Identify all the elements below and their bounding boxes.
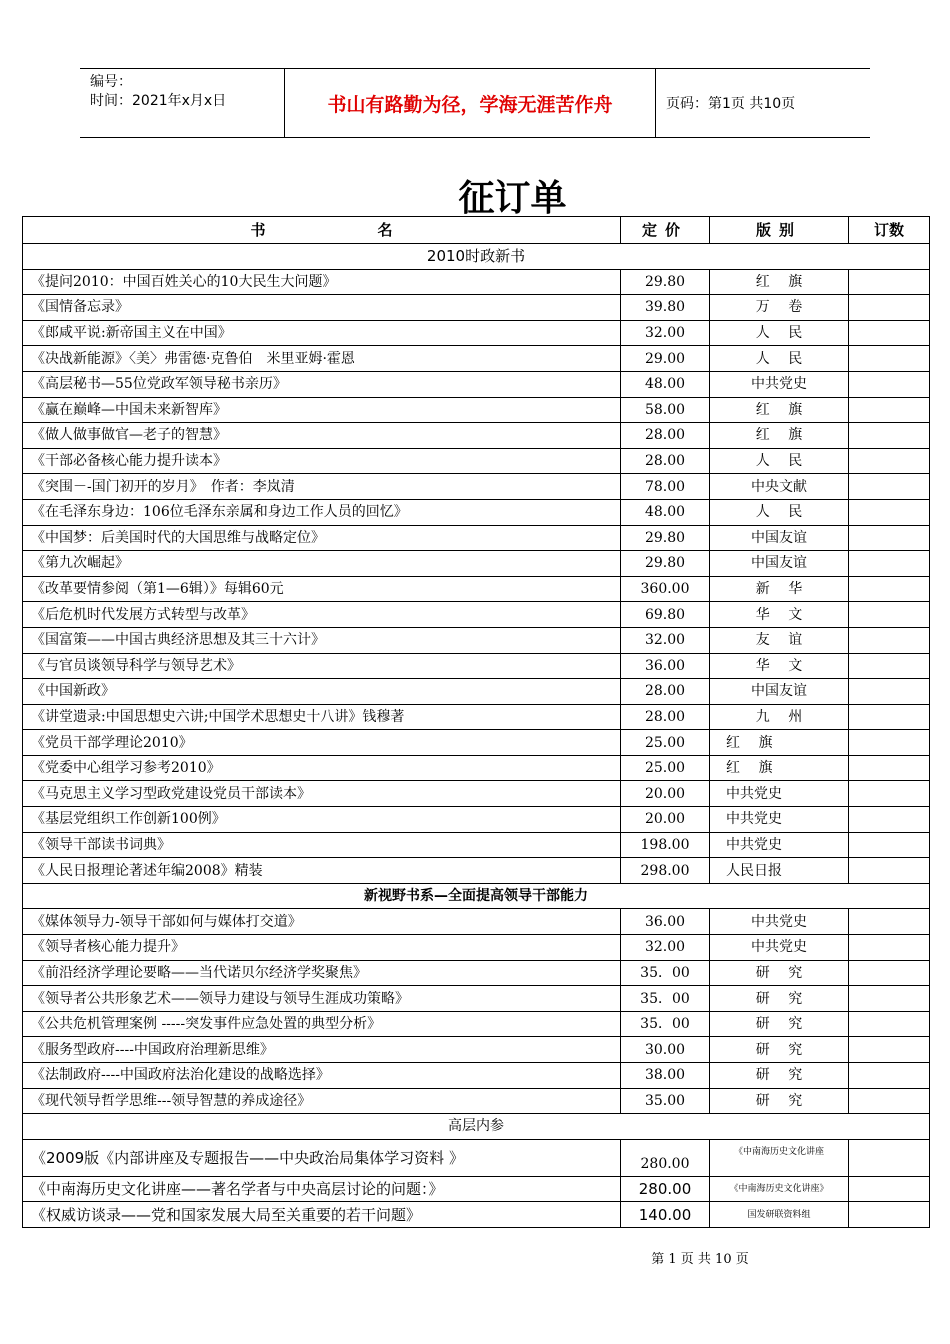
header-page-label: 页码：第1页 共10页	[666, 96, 796, 112]
book-price: 78.00	[621, 474, 710, 500]
table-row	[23, 1063, 930, 1089]
book-price: 25.00	[621, 730, 710, 756]
order-qty-cell[interactable]	[849, 679, 930, 705]
book-name: 《突围－-国门初开的岁月》 作者：李岚清	[23, 474, 621, 500]
book-name: 《第九次崛起》	[23, 551, 621, 577]
order-qty-cell[interactable]	[849, 448, 930, 474]
book-publisher: 中共党史	[710, 935, 849, 961]
book-price: 28.00	[621, 423, 710, 449]
book-price: 58.00	[621, 397, 710, 423]
order-qty-cell[interactable]	[849, 1037, 930, 1063]
book-publisher: 《中南海历史文化讲座》	[710, 1176, 849, 1202]
table-row	[23, 551, 930, 577]
book-name: 《领导者核心能力提升》	[23, 935, 621, 961]
book-name: 《马克思主义学习型政党建设党员干部读本》	[23, 781, 621, 807]
book-publisher: 中国友谊	[710, 679, 849, 705]
order-qty-cell[interactable]	[849, 909, 930, 935]
book-price: 29.80	[621, 269, 710, 295]
order-qty-cell[interactable]	[849, 1176, 930, 1202]
book-price: 36.00	[621, 909, 710, 935]
number-label: 编号：	[90, 74, 132, 90]
book-price: 35．00	[621, 960, 710, 986]
order-qty-cell[interactable]	[849, 269, 930, 295]
order-qty-cell[interactable]	[849, 551, 930, 577]
book-publisher: 红 旗	[710, 730, 849, 756]
order-qty-cell[interactable]	[849, 602, 930, 628]
header-meta	[90, 73, 280, 111]
book-price: 29.80	[621, 551, 710, 577]
book-name: 《基层党组织工作创新100例》	[23, 807, 621, 833]
book-name: 《郎咸平说:新帝国主义在中国》	[23, 320, 621, 346]
order-qty-cell[interactable]	[849, 576, 930, 602]
section-title: 新视野书系—全面提高领导干部能力	[23, 883, 930, 909]
book-publisher: 研 究	[710, 1088, 849, 1114]
book-publisher: 中共党史	[710, 807, 849, 833]
book-publisher: 人 民	[710, 499, 849, 525]
book-publisher: 中共党史	[710, 832, 849, 858]
book-price: 32.00	[621, 935, 710, 961]
column-header-price: 定价	[621, 217, 710, 244]
book-name: 《赢在巅峰—中国未来新智库》	[23, 397, 621, 423]
book-name: 《权威访谈录——党和国家发展大局至关重要的若干问题》	[23, 1202, 621, 1228]
book-publisher: 中央文献	[710, 474, 849, 500]
column-header-qty: 订数	[849, 217, 930, 244]
table-row	[23, 781, 930, 807]
order-qty-cell[interactable]	[849, 371, 930, 397]
book-publisher: 中共党史	[710, 371, 849, 397]
order-qty-cell[interactable]	[849, 730, 930, 756]
book-name: 《决战新能源》〈美〉弗雷德·克鲁伯 米里亚姆·霍恩	[23, 346, 621, 372]
table-row	[23, 295, 930, 321]
book-name: 《与官员谈领导科学与领导艺术》	[23, 653, 621, 679]
book-name: 《领导干部读书词典》	[23, 832, 621, 858]
book-publisher: 研 究	[710, 986, 849, 1012]
book-name: 《后危机时代发展方式转型与改革》	[23, 602, 621, 628]
book-publisher: 万 卷	[710, 295, 849, 321]
book-price: 32.00	[621, 627, 710, 653]
table-row	[23, 679, 930, 705]
book-publisher: 研 究	[710, 1011, 849, 1037]
table-row	[23, 602, 930, 628]
book-name: 《中南海历史文化讲座——著名学者与中央高层讨论的问题：》	[23, 1176, 621, 1202]
table-row	[23, 346, 930, 372]
book-price: 29.00	[621, 346, 710, 372]
book-name: 《公共危机管理案例 -----突发事件应急处置的典型分析》	[23, 1011, 621, 1037]
book-price: 38.00	[621, 1063, 710, 1089]
header-motto: 书山有路勤为径，学海无涯苦作舟	[284, 69, 656, 137]
table-row	[23, 1202, 930, 1228]
book-publisher: 人 民	[710, 346, 849, 372]
order-table	[22, 216, 930, 1228]
book-price: 35.00	[621, 1088, 710, 1114]
table-row	[23, 704, 930, 730]
table-row	[23, 832, 930, 858]
date-label: 时间：2021年x月x日	[90, 93, 227, 109]
table-row	[23, 1088, 930, 1114]
table-row	[23, 1011, 930, 1037]
book-price: 35．00	[621, 986, 710, 1012]
book-publisher: 人 民	[710, 320, 849, 346]
table-row	[23, 1037, 930, 1063]
book-price: 35．00	[621, 1011, 710, 1037]
section-title: 高层内参	[23, 1114, 930, 1140]
order-qty-cell[interactable]	[849, 807, 930, 833]
book-publisher: 人民日报	[710, 858, 849, 884]
book-price: 298.00	[621, 858, 710, 884]
book-name: 《前沿经济学理论要略——当代诺贝尔经济学奖聚焦》	[23, 960, 621, 986]
order-qty-cell[interactable]	[849, 525, 930, 551]
book-name: 《领导者公共形象艺术——领导力建设与领导生涯成功策略》	[23, 986, 621, 1012]
table-row	[23, 755, 930, 781]
table-row	[23, 423, 930, 449]
book-name: 《在毛泽东身边：106位毛泽东亲属和身边工作人员的回忆》	[23, 499, 621, 525]
book-publisher: 研 究	[710, 1063, 849, 1089]
book-price: 280.00	[621, 1176, 710, 1202]
book-publisher: 华 文	[710, 653, 849, 679]
order-qty-cell[interactable]	[849, 986, 930, 1012]
table-row	[23, 653, 930, 679]
table-row	[23, 448, 930, 474]
book-publisher: 研 究	[710, 960, 849, 986]
order-qty-cell[interactable]	[849, 755, 930, 781]
table-row	[23, 499, 930, 525]
order-qty-cell[interactable]	[849, 295, 930, 321]
book-name: 《媒体领导力-领导干部如何与媒体打交道》	[23, 909, 621, 935]
book-name: 《法制政府----中国政府法治化建设的战略选择》	[23, 1063, 621, 1089]
column-header-publisher: 版别	[710, 217, 849, 244]
book-price: 28.00	[621, 679, 710, 705]
book-price: 28.00	[621, 448, 710, 474]
book-price: 198.00	[621, 832, 710, 858]
table-row	[23, 730, 930, 756]
book-publisher: 友 谊	[710, 627, 849, 653]
order-qty-cell[interactable]	[849, 320, 930, 346]
order-qty-cell[interactable]	[849, 499, 930, 525]
order-qty-cell[interactable]	[849, 704, 930, 730]
book-price: 32.00	[621, 320, 710, 346]
book-publisher: 人 民	[710, 448, 849, 474]
book-publisher: 中国友谊	[710, 525, 849, 551]
table-row	[23, 320, 930, 346]
book-name: 《2009版《内部讲座及专题报告——中央政治局集体学习资料 》	[23, 1139, 621, 1176]
book-publisher: 红 旗	[710, 755, 849, 781]
table-row	[23, 986, 930, 1012]
book-name: 《做人做事做官—老子的智慧》	[23, 423, 621, 449]
order-qty-cell[interactable]	[849, 346, 930, 372]
book-price: 20.00	[621, 807, 710, 833]
book-price: 25.00	[621, 755, 710, 781]
order-qty-cell[interactable]	[849, 1139, 930, 1176]
book-name: 《党委中心组学习参考2010》	[23, 755, 621, 781]
table-row	[23, 807, 930, 833]
table-row	[23, 371, 930, 397]
order-qty-cell[interactable]	[849, 397, 930, 423]
book-name: 《提问2010：中国百姓关心的10大民生大问题》	[23, 269, 621, 295]
order-qty-cell[interactable]	[849, 935, 930, 961]
order-qty-cell[interactable]	[849, 1063, 930, 1089]
book-price: 360.00	[621, 576, 710, 602]
book-name: 《中国梦：后美国时代的大国思维与战略定位》	[23, 525, 621, 551]
table-row	[23, 960, 930, 986]
order-qty-cell[interactable]	[849, 653, 930, 679]
order-qty-cell[interactable]	[849, 627, 930, 653]
book-price: 39.80	[621, 295, 710, 321]
book-price: 36.00	[621, 653, 710, 679]
book-price: 48.00	[621, 371, 710, 397]
book-price: 48.00	[621, 499, 710, 525]
book-price: 29.80	[621, 525, 710, 551]
section-header-row	[23, 244, 930, 270]
page-header	[80, 68, 870, 138]
book-price: 280.00	[621, 1139, 710, 1176]
book-name: 《党员干部学理论2010》	[23, 730, 621, 756]
book-name: 《人民日报理论著述年编2008》精装	[23, 858, 621, 884]
section-title: 2010时政新书	[23, 244, 930, 270]
book-publisher: 中共党史	[710, 909, 849, 935]
book-publisher: 《中南海历史文化讲座	[710, 1139, 849, 1176]
book-name: 《国富策——中国古典经济思想及其三十六计》	[23, 627, 621, 653]
table-row	[23, 576, 930, 602]
table-row	[23, 397, 930, 423]
table-row	[23, 627, 930, 653]
book-publisher: 新 华	[710, 576, 849, 602]
table-row	[23, 1176, 930, 1202]
book-name: 《服务型政府----中国政府治理新思维》	[23, 1037, 621, 1063]
book-name: 《改革要情参阅（第1—6辑）》每辑60元	[23, 576, 621, 602]
page-footer: 第 1 页 共 10 页	[651, 1252, 749, 1267]
column-header-row	[23, 217, 930, 244]
book-publisher: 华 文	[710, 602, 849, 628]
table-row	[23, 474, 930, 500]
book-name: 《国情备忘录》	[23, 295, 621, 321]
book-price: 28.00	[621, 704, 710, 730]
book-price: 20.00	[621, 781, 710, 807]
section-header-row	[23, 1114, 930, 1140]
book-publisher: 中国友谊	[710, 551, 849, 577]
book-name: 《高层秘书—55位党政军领导秘书亲历》	[23, 371, 621, 397]
page-title: 征订单	[458, 178, 567, 219]
order-qty-cell[interactable]	[849, 1202, 930, 1228]
order-qty-cell[interactable]	[849, 960, 930, 986]
table-row	[23, 269, 930, 295]
order-qty-cell[interactable]	[849, 1088, 930, 1114]
table-row	[23, 935, 930, 961]
order-qty-cell[interactable]	[849, 474, 930, 500]
order-qty-cell[interactable]	[849, 858, 930, 884]
book-price: 30.00	[621, 1037, 710, 1063]
book-publisher: 研 究	[710, 1037, 849, 1063]
book-publisher: 红 旗	[710, 423, 849, 449]
table-row	[23, 858, 930, 884]
order-qty-cell[interactable]	[849, 832, 930, 858]
book-publisher: 红 旗	[710, 269, 849, 295]
book-publisher: 九 州	[710, 704, 849, 730]
table-row	[23, 525, 930, 551]
book-name: 《讲堂遗录:中国思想史六讲;中国学术思想史十八讲》钱穆著	[23, 704, 621, 730]
column-header-name: 书名	[23, 217, 621, 244]
book-publisher: 红 旗	[710, 397, 849, 423]
section-header-row	[23, 883, 930, 909]
table-row	[23, 909, 930, 935]
book-price: 69.80	[621, 602, 710, 628]
book-name: 《中国新政》	[23, 679, 621, 705]
book-price: 140.00	[621, 1202, 710, 1228]
order-qty-cell[interactable]	[849, 1011, 930, 1037]
book-name: 《干部必备核心能力提升读本》	[23, 448, 621, 474]
order-qty-cell[interactable]	[849, 781, 930, 807]
order-qty-cell[interactable]	[849, 423, 930, 449]
book-publisher: 中共党史	[710, 781, 849, 807]
table-row	[23, 1139, 930, 1176]
book-publisher: 国发研联资料组	[710, 1202, 849, 1228]
book-name: 《现代领导哲学思维---领导智慧的养成途径》	[23, 1088, 621, 1114]
